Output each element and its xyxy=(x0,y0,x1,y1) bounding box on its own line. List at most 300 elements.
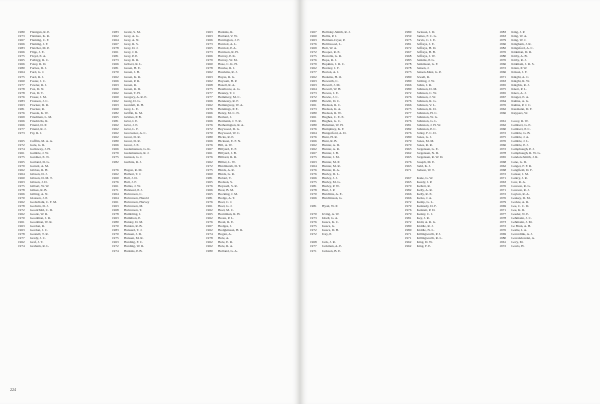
entry-year: 1980 xyxy=(310,110,317,115)
entry-name: Le Brun, A. B. xyxy=(511,224,532,229)
list-item xyxy=(206,249,292,253)
entry-name: Lanser, J. M. xyxy=(511,171,529,176)
entry-year: 1964 xyxy=(112,191,119,196)
name-column xyxy=(206,30,292,253)
entry-name: Horton, A. J. xyxy=(322,70,340,75)
entry-name: Fletcher, M. P. xyxy=(30,46,50,51)
entry-name: King, W. J. xyxy=(511,38,527,43)
entry-name: Folbigg, R. C. xyxy=(30,58,50,63)
entry-name: Johnson, V. L. xyxy=(416,102,436,107)
entry-name: Harding, F. C. xyxy=(124,240,143,245)
entry-name: Kirkman, D. R. xyxy=(511,50,533,55)
entry-year: 1980 xyxy=(404,135,412,140)
entry-name: Leakey, D. M. xyxy=(511,195,531,200)
entry-name: Hill, A. W. xyxy=(218,143,233,148)
entry-year: 1964 xyxy=(112,195,119,200)
entry-year: 1973 xyxy=(206,50,213,55)
entry-year: 1975 xyxy=(18,183,25,188)
entry-year: 1967 xyxy=(18,38,25,43)
entry-year: 1961 xyxy=(499,240,507,245)
entry-year: 1980 xyxy=(112,220,119,225)
entry-year: 1975 xyxy=(112,236,119,241)
entry-year: 1968 xyxy=(112,208,119,213)
entry-year: 1973 xyxy=(499,220,507,225)
entry-name: Jones, G. J. xyxy=(416,135,432,140)
entry-year: 1978 xyxy=(206,236,213,241)
entry-name: Jackman, A. E. xyxy=(322,244,343,249)
entry-year: 1976 xyxy=(404,208,412,213)
name-column xyxy=(310,30,397,253)
entry-year: 1963 xyxy=(112,102,119,107)
right-page-columns xyxy=(310,30,586,253)
entry-name: Hayes, R. G. xyxy=(218,74,236,79)
entry-year: 1981 xyxy=(404,42,412,47)
entry-name: Hillyard, E. F. xyxy=(218,147,237,152)
entry-year: 1976 xyxy=(206,143,213,148)
entry-year: 1965 xyxy=(206,46,213,51)
entry-year: 1965 xyxy=(18,58,25,63)
entry-year: 1966 xyxy=(206,110,213,115)
entry-name: Kiddle, R. J. xyxy=(416,224,434,229)
entry-name: Horniman, R. H. xyxy=(218,212,241,217)
name-column xyxy=(499,30,586,253)
entry-year: 1975 xyxy=(310,155,317,160)
entry-name: Hillier, L. W. xyxy=(218,159,236,164)
entry-name: Holt, W. A. xyxy=(322,46,338,51)
entry-year: 1963 xyxy=(404,163,412,168)
entry-name: Hickson, E. F. N. xyxy=(218,139,242,144)
entry-year: 1977 xyxy=(404,110,412,115)
entry-name: Jorgensen, R. W. D. xyxy=(416,155,444,160)
entry-name: Holman-Cryer, P. xyxy=(322,38,346,43)
list-item xyxy=(310,232,397,236)
entry-year: 1961 xyxy=(112,50,119,55)
entry-name: Glasson, J. P. xyxy=(30,195,48,200)
entry-name: Gibson, J. D. xyxy=(30,179,48,184)
entry-year: 1977 xyxy=(206,90,213,95)
entry-name: Hyatt, W. P. xyxy=(322,204,338,209)
entry-year: 1974 xyxy=(18,147,25,152)
entry-year: 1962 xyxy=(206,78,213,83)
entry-name: Friend, R. J. xyxy=(30,127,47,132)
entry-name: Keedy, J. P. xyxy=(416,179,433,184)
entry-year: 1964 xyxy=(310,131,317,136)
name-column xyxy=(405,30,492,253)
entry-name: Lacey, R. W. xyxy=(511,119,529,124)
entry-year: 1966 xyxy=(18,119,25,124)
entry-year: 1962 xyxy=(310,147,317,152)
entry-name: Hollis, P. J. xyxy=(322,34,338,39)
entry-name: Kuhne, A. G. xyxy=(511,98,530,103)
entry-name: Flipp, J. E. xyxy=(30,50,45,55)
entry-name: Jackson, B. E. xyxy=(322,248,342,253)
entry-name: Lamble, G. B. xyxy=(511,131,531,136)
entry-name: Hoel, C. J. xyxy=(218,199,233,204)
entry-name: Kuhne, P. J. C. xyxy=(511,102,532,107)
entry-year: 1962 xyxy=(310,66,317,71)
entry-year: 1963 xyxy=(112,204,119,209)
entry-year: 1980 xyxy=(404,228,412,233)
entry-name: Johnson, R. G. xyxy=(416,98,437,103)
entry-year: 1981 xyxy=(112,54,119,59)
entry-name: Joseph, M. E. xyxy=(416,159,435,164)
entry-name: King, W. A. xyxy=(511,34,528,39)
entry-year: 1978 xyxy=(310,187,317,192)
entry-name: Kingham, J. R. xyxy=(511,42,532,47)
name-column xyxy=(18,30,104,253)
entry-name: Grant, S. M. xyxy=(124,30,141,34)
entry-year: 1962 xyxy=(18,240,25,245)
entry-name: Law, R. A. xyxy=(511,179,526,184)
entry-year: 1978 xyxy=(206,66,213,71)
entry-year: 1973 xyxy=(206,42,213,47)
entry-year: 1976 xyxy=(404,159,412,164)
entry-name: Jorgensen, N. D. xyxy=(416,151,439,156)
entry-year: 1962 xyxy=(112,127,119,132)
entry-name: Fleming, J. F. xyxy=(30,42,49,47)
entry-year: 1967 xyxy=(404,175,412,180)
entry-name: Knox, A. J. xyxy=(511,90,527,95)
entry-name: Jorgensen, G. E. xyxy=(416,147,439,152)
entry-name: Galloway, J. H. xyxy=(30,147,51,152)
entry-name: Kelly, A. R. xyxy=(416,187,433,192)
entry-year: 1963 xyxy=(310,159,317,164)
entry-year: 1962 xyxy=(112,98,119,103)
entry-year: 1974 xyxy=(112,248,119,253)
entry-name: Fraser, J. M. xyxy=(30,94,47,99)
entry-year: 1960 xyxy=(18,175,25,180)
entry-year: 1977 xyxy=(499,212,507,217)
entry-year: 1966 xyxy=(310,175,317,180)
entry-year: 1971 xyxy=(499,175,507,180)
entry-year: 1980 xyxy=(18,66,25,71)
entry-year: 1976 xyxy=(404,131,412,136)
entry-year: 1982 xyxy=(404,127,412,132)
entry-name: Johnston, W. G. xyxy=(416,114,438,119)
entry-name: Kirby, R. J. xyxy=(511,58,527,63)
entry-year: 1972 xyxy=(112,244,119,249)
entry-name: Hudson, R. W. xyxy=(322,110,342,115)
entry-name: Hilliard, R. R. xyxy=(218,155,238,160)
entry-year: 1967 xyxy=(310,151,317,156)
entry-name: Hoel, G. J. xyxy=(218,204,233,209)
entry-name: Hall, J. F. xyxy=(124,179,137,184)
entry-year: 1976 xyxy=(310,167,317,172)
entry-year: 1963 xyxy=(310,78,317,83)
entry-year: 1961 xyxy=(206,151,213,156)
entry-year: 1963 xyxy=(18,102,25,107)
entry-name: Hurley, P. W. xyxy=(322,183,340,188)
entry-year: 1964 xyxy=(18,70,25,75)
entry-year: 1964 xyxy=(112,38,119,43)
entry-year: 1972 xyxy=(499,66,507,71)
entry-year: 1962 xyxy=(206,228,213,233)
entry-year: 1968 xyxy=(499,159,507,164)
entry-name: Hope, R. J. xyxy=(322,58,337,63)
entry-name: Leeder, N. E. xyxy=(511,212,530,217)
entry-name: Lehmann, J. C. xyxy=(511,216,532,221)
entry-name: Gardner, E. N. xyxy=(30,155,50,160)
entry-year: 1981 xyxy=(206,195,213,200)
entry-name: Killingworth, R. L. xyxy=(416,236,443,241)
entry-name: Herbert, J. xyxy=(218,114,233,119)
entry-year: 1966 xyxy=(112,78,119,83)
entry-name: Gudemanson, R. J. xyxy=(124,151,150,156)
entry-year: 1972 xyxy=(310,94,317,99)
entry-year: 1959 xyxy=(404,34,412,39)
entry-year: 1962 xyxy=(499,163,507,168)
entry-year: 1966 xyxy=(112,62,119,67)
entry-name: Halverson, Harold xyxy=(124,195,149,200)
entry-year: 1963 xyxy=(112,82,119,87)
entry-name: Green, R. xyxy=(124,82,137,87)
entry-name: Garrett, A. M. xyxy=(30,163,49,168)
list-item xyxy=(112,249,198,253)
entry-name: Lehmann, J. M. xyxy=(511,220,533,225)
entry-name: Lee, C. C. D. xyxy=(511,204,530,209)
entry-year: 1971 xyxy=(404,232,412,237)
entry-year: 1973 xyxy=(404,70,412,75)
entry-year: 1970 xyxy=(206,131,213,136)
entry-name: Garland, D. G. xyxy=(30,159,50,164)
entry-year: 1966 xyxy=(404,102,412,107)
entry-name: Goodchild, C. D. xyxy=(30,208,53,213)
entry-name: Kirby, A. B. xyxy=(511,54,528,59)
entry-name: Kidd, A. R. G. xyxy=(416,220,437,225)
entry-year: 1981 xyxy=(310,183,317,188)
entry-name: Jackson, J. D. xyxy=(416,30,436,34)
entry-year: 1962 xyxy=(112,74,119,79)
entry-name: Horrella, G. R. xyxy=(322,54,342,59)
list-item xyxy=(112,160,198,164)
entry-name: Gray, D. J. xyxy=(124,46,139,51)
entry-name: Judson, W. T. xyxy=(416,167,435,172)
entry-name: Hudson, R. C. xyxy=(322,102,342,107)
entry-year: 1980 xyxy=(404,30,412,34)
entry-name: Hoel, M. C. xyxy=(218,208,234,213)
entry-year: 1972 xyxy=(206,127,213,132)
entry-year: 1976 xyxy=(499,183,507,188)
entry-year: 1963 xyxy=(499,78,507,83)
entry-year: 1971 xyxy=(404,167,412,172)
entry-year: 1960 xyxy=(499,127,507,132)
entry-year: 1983 xyxy=(112,228,119,233)
entry-name: Knights, R. J. xyxy=(511,82,530,87)
list-item xyxy=(499,244,586,248)
entry-name: Kellett, R. xyxy=(416,183,431,188)
entry-year: 1962 xyxy=(112,131,119,136)
entry-name: Johnson, D. M. xyxy=(416,86,438,91)
entry-name: Hurley, J. J. xyxy=(322,175,338,180)
entry-year: 1975 xyxy=(310,179,317,184)
entry-year: 1962 xyxy=(206,244,213,249)
entry-name: Grosvenor, A. C. xyxy=(124,131,147,136)
entry-year: 1976 xyxy=(18,110,25,115)
entry-name: Key, J. R. xyxy=(416,216,430,221)
entry-year: 1965 xyxy=(206,212,213,217)
entry-year: 1976 xyxy=(404,98,412,103)
entry-year: 1981 xyxy=(310,204,317,209)
entry-name: Godschalk, C. F. M. xyxy=(30,199,57,204)
entry-name: Hutchinson, G. xyxy=(322,195,343,200)
entry-year: 1976 xyxy=(112,179,119,184)
entry-year: 1975 xyxy=(112,155,119,160)
entry-name: King, F. E. xyxy=(416,244,432,249)
entry-year: 1979 xyxy=(112,151,119,156)
entry-name: Ford, G. J. xyxy=(30,70,45,75)
entry-year: 1966 xyxy=(499,70,507,75)
entry-name: Ivey, P. xyxy=(322,232,332,237)
entry-year: 1962 xyxy=(206,70,213,75)
entry-year: 1979 xyxy=(206,58,213,63)
list-item xyxy=(18,244,104,248)
entry-year: 1967 xyxy=(499,94,507,99)
entry-name: Gilbert, W. W. xyxy=(30,183,50,188)
entry-year: 1981 xyxy=(404,123,412,128)
entry-year: 1980 xyxy=(112,139,119,144)
entry-year: 1977 xyxy=(310,244,317,249)
entry-year: 1960 xyxy=(18,78,25,83)
entry-name: Heywood, W. C. xyxy=(218,131,241,136)
entry-name: Fox, D. T. xyxy=(30,90,44,95)
entry-name: Judd, K. J. xyxy=(416,163,431,168)
entry-year: 1963 xyxy=(499,179,507,184)
entry-name: Hagon, R. M. xyxy=(124,167,143,172)
entry-name: Gray, J. R. xyxy=(124,50,139,55)
entry-year: 1962 xyxy=(112,34,119,39)
entry-name: King, J. P. xyxy=(511,30,526,34)
entry-name: Ford, R. J. xyxy=(30,74,45,79)
entry-name: Flatman, K. R. xyxy=(30,34,50,39)
entry-year: 1971 xyxy=(499,208,507,213)
entry-name: Hoare, P. L. xyxy=(218,216,234,221)
entry-year: 1965 xyxy=(18,159,25,164)
entry-year: 1981 xyxy=(112,119,119,124)
entry-name: Johnson, C. W. xyxy=(416,90,437,95)
entry-name: Jack, J. R. xyxy=(322,240,336,245)
entry-name: Hopkins, J. R. C. xyxy=(322,62,345,67)
entry-year: 1980 xyxy=(499,236,507,241)
entry-year: 1979 xyxy=(499,199,507,204)
entry-name: Gale, G. R. xyxy=(30,143,46,148)
entry-year: 1982 xyxy=(112,159,119,164)
entry-year: 1983 xyxy=(499,30,507,34)
entry-year: 1978 xyxy=(499,216,507,221)
entry-year: 1976 xyxy=(206,155,213,160)
entry-year: 1973 xyxy=(310,90,317,95)
entry-year: 1962 xyxy=(310,143,317,148)
entry-name: Hooper, R. E. xyxy=(322,50,341,55)
entry-name: Jolley, F. C. D. xyxy=(416,131,437,136)
entry-name: Hodgkinson, H. R. xyxy=(218,228,244,233)
entry-year: 1971 xyxy=(404,236,412,241)
entry-name: Harvey, W. M. xyxy=(218,58,238,63)
entry-year: 1965 xyxy=(112,114,119,119)
entry-name: Lambert, P. C. xyxy=(511,127,531,132)
entry-name: Hunt, R. B. xyxy=(322,139,338,144)
entry-name: Howell, J. M. xyxy=(322,82,341,87)
entry-name: Knight, A. C. xyxy=(511,74,530,79)
entry-year: 1962 xyxy=(206,216,213,221)
entry-name: Levy, M. xyxy=(511,240,524,245)
entry-name: Hicks, R. E. xyxy=(218,135,235,140)
entry-name: Green, T. H. xyxy=(124,90,141,95)
entry-year: 1970 xyxy=(112,224,119,229)
entry-year: 1966 xyxy=(499,42,507,47)
entry-name: Fracker, D. R. xyxy=(30,102,49,107)
entry-name: Halbert, T. J. xyxy=(124,171,142,176)
entry-name: Hunter, R. A. xyxy=(322,167,340,172)
entry-name: Grimes, P. B. xyxy=(124,114,142,119)
entry-year: 1961 xyxy=(18,151,25,156)
entry-name: Grenfell, R. H. xyxy=(124,102,144,107)
entry-year: 1979 xyxy=(404,139,412,144)
entry-name: Kirkham, J. R. S. xyxy=(511,62,535,67)
entry-name: Friedman, L. M. xyxy=(30,114,53,119)
entry-name: Hase, C. K. H. xyxy=(218,62,238,67)
entry-name: Green, H. E. xyxy=(124,66,141,71)
entry-year: 1968 xyxy=(310,240,317,245)
entry-year: 1963 xyxy=(18,228,25,233)
entry-name: Johnston, P. C. xyxy=(416,127,437,132)
entry-name: Harding, W. R. xyxy=(124,244,145,249)
entry-year: 1981 xyxy=(18,106,25,111)
entry-name: Hurley, M. G. xyxy=(322,179,341,184)
entry-year: 1979 xyxy=(18,163,25,168)
entry-year: 1969 xyxy=(499,204,507,209)
entry-name: Jobling, J. W. xyxy=(416,78,435,83)
entry-year: 1977 xyxy=(206,94,213,99)
entry-name: Harvey, P. K. xyxy=(218,54,236,59)
entry-name: Lamble, P. J. xyxy=(511,143,529,148)
entry-year: 1966 xyxy=(206,38,213,43)
entry-name: Heywood, D. G. xyxy=(218,127,241,132)
entry-name: Jewell, R. xyxy=(416,74,430,79)
entry-year: 1963 xyxy=(499,34,507,39)
entry-year: 1980 xyxy=(404,74,412,79)
entry-year: 1972 xyxy=(18,208,25,213)
entry-year: 1980 xyxy=(499,54,507,59)
entry-year: 1962 xyxy=(404,244,412,249)
entry-name: Hansen, M. R. xyxy=(124,236,144,241)
entry-name: Gribert, R. L. xyxy=(124,62,143,67)
list-item xyxy=(310,196,397,200)
entry-year: 1967 xyxy=(404,50,412,55)
entry-name: Hole, A. xyxy=(218,236,230,241)
entry-name: Horsley, J. F. xyxy=(322,66,340,71)
entry-year: 1963 xyxy=(404,147,412,152)
entry-name: Kusmann, D. F. xyxy=(511,106,533,111)
entry-year: 1963 xyxy=(206,34,213,39)
entry-name: Godwin, D. J. xyxy=(30,204,49,209)
entry-name: Harkins, P. B. xyxy=(124,248,143,253)
entry-name: Grist, J. E. xyxy=(124,123,139,128)
entry-name: Kennett, P. D. xyxy=(416,208,436,213)
entry-name: Lamble, J. A. xyxy=(511,135,530,140)
entry-year: 1970 xyxy=(404,143,412,148)
entry-name: Halverson, C. xyxy=(124,191,143,196)
entry-name: Killingworth, P. J. xyxy=(416,232,441,237)
entry-name: Kemp, G. L. xyxy=(416,199,434,204)
entry-name: Gunson, G. J. xyxy=(124,155,143,160)
entry-name: Hunter, J. B. xyxy=(322,151,339,156)
entry-name: Jeffreys, J. W. xyxy=(416,54,436,59)
entry-name: Harrison, R. H. xyxy=(218,50,239,55)
entry-name: Hulsman, W. H. xyxy=(322,123,344,128)
entry-year: 1966 xyxy=(206,119,213,124)
entry-year: 1975 xyxy=(310,54,317,59)
entry-name: Hinds, G. R. xyxy=(218,171,235,176)
